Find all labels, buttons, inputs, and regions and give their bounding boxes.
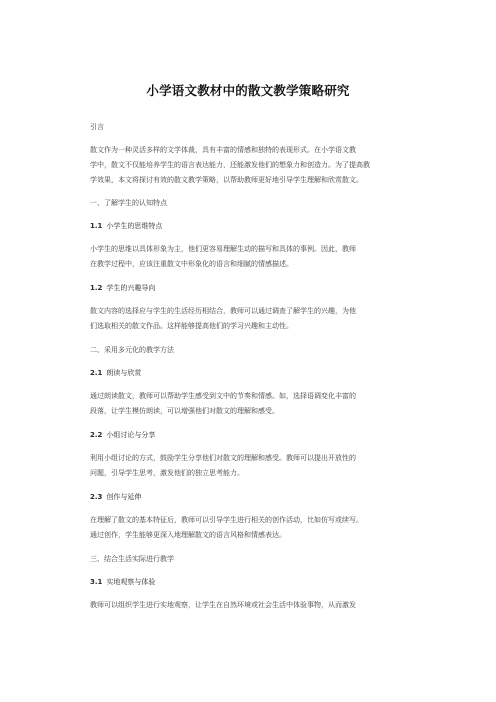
subsection-number: 2.2 <box>90 431 103 439</box>
paragraph-line: 们选取相关的散文作品。这样能够提高他们的学习兴趣和主动性。 <box>90 322 293 330</box>
paragraph-line: 学中，散文不仅能培养学生的语言表达能力，还能激发他们的想象力和创造力。为了提高教 <box>90 161 370 169</box>
paragraph-line: 在理解了散文的基本特征后，教师可以引导学生进行相关的创作活动，比如仿写或续写。 <box>90 516 363 524</box>
paragraph-line: 散文内容的选择应与学生的生活经历相结合，教师可以通过调查了解学生的兴趣，为他 <box>90 307 356 315</box>
subsection-2-3-heading <box>90 490 420 505</box>
subsection-number: 2.1 <box>90 369 103 377</box>
subsection-2-1-paragraph <box>90 389 420 419</box>
paragraph-line: 通过朗读散文，教师可以帮助学生感受到文中的节奏和情感。如，选择语调变化丰富的 <box>90 392 356 400</box>
subsection-number: 1.1 <box>90 222 103 230</box>
subsection-title: 学生的兴趣导向 <box>106 284 156 292</box>
subsection-2-2-paragraph <box>90 451 420 481</box>
paragraph-line: 段落，让学生模仿朗读，可以增强他们对散文的理解和感受。 <box>90 407 279 415</box>
section-2-heading: 二、采用多元化的教学方法 <box>90 346 174 354</box>
subsection-2-2-heading <box>90 428 420 443</box>
subsection-1-1-paragraph <box>90 242 420 272</box>
subsection-number: 3.1 <box>90 578 103 586</box>
document-title: 小学语文教材中的散文教学策略研究 <box>146 83 350 98</box>
paragraph-line: 问题，引导学生思考，激发他们的独立思考能力。 <box>90 469 244 477</box>
subsection-title: 创作与延伸 <box>106 493 142 501</box>
intro-paragraph <box>90 143 420 188</box>
section-1-heading: 一、了解学生的认知特点 <box>90 199 167 207</box>
subsection-title: 朗读与欣赏 <box>106 369 142 377</box>
subsection-3-1-heading <box>90 575 420 590</box>
paragraph-line: 利用小组讨论的方式，鼓励学生分享他们对散文的理解和感受。教师可以提出开放性的 <box>90 454 356 462</box>
intro-heading: 引言 <box>90 123 104 131</box>
paragraph-line: 在教学过程中，应该注重散文中形象化的语言和细腻的情感描述。 <box>90 260 293 268</box>
subsection-title: 小学生的思维特点 <box>106 222 163 230</box>
subsection-1-2-paragraph <box>90 304 420 334</box>
subsection-number: 1.2 <box>90 284 103 292</box>
paragraph-line: 教师可以组织学生进行实地观察，让学生在自然环境或社会生活中体验事物，从而激发 <box>90 601 356 609</box>
subsection-title: 小组讨论与分享 <box>106 431 156 439</box>
paragraph-line: 学效果，本文将探讨有效的散文教学策略，以帮助教师更好地引导学生理解和欣赏散文。 <box>90 176 363 184</box>
subsection-1-1-heading <box>90 219 420 234</box>
subsection-title: 实地观察与体验 <box>106 578 156 586</box>
subsection-3-1-paragraph <box>90 598 420 613</box>
subsection-1-2-heading <box>90 281 420 296</box>
subsection-number: 2.3 <box>90 493 103 501</box>
paragraph-line: 小学生的思维以具体形象为主，他们更容易理解生动的描写和具体的事例。因此，教师 <box>90 245 356 253</box>
paragraph-line: 通过创作，学生能够更深入地理解散文的语言风格和情感表达。 <box>90 531 286 539</box>
section-3-heading: 三、结合生活实际进行教学 <box>90 555 174 563</box>
paragraph-line: 散文作为一种灵活多样的文学体裁，具有丰富的情感和独特的表现形式。在小学语文教 <box>90 146 356 154</box>
subsection-2-3-paragraph <box>90 513 420 543</box>
subsection-2-1-heading <box>90 366 420 381</box>
